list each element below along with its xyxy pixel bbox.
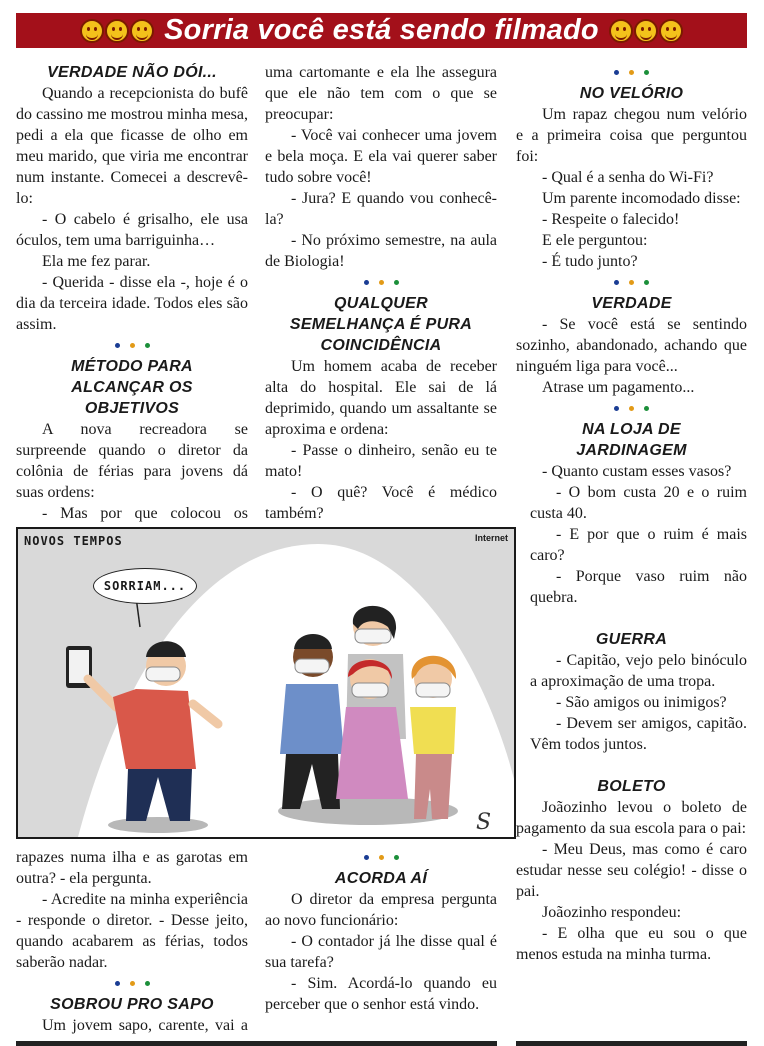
article-paragraph: - Quanto custam esses vasos?: [542, 463, 732, 480]
smiley-face-icon: [659, 19, 683, 43]
article-title: NO VELÓRIO: [579, 85, 684, 102]
cartoon-source: Internet: [474, 533, 508, 543]
article-paragraph: - São amigos ou inimigos?: [556, 694, 727, 711]
article-paragraph: - Se você está se sentindo sozinho, abandonado, achando que ninguém liga para você...: [516, 316, 747, 375]
column-2-bottom: [265, 847, 497, 1015]
article-paragraph: - Meu Deus, mas como é caro estudar nesse seu colégio! - disse o pai.: [516, 841, 747, 900]
smiley-face-icon: [105, 19, 129, 43]
smiley-face-icon: [80, 19, 104, 43]
article-paragraph: - Querida - disse ela -, hoje é o dia da terceira idade. Todos eles são assim.: [16, 274, 248, 333]
article-paragraph: E ele perguntou:: [542, 232, 648, 249]
article-paragraph: - O bom custa 20 e o ruim custa 40.: [530, 484, 747, 522]
smiley-group-right: [609, 19, 683, 43]
bottom-rule-left: [16, 1041, 497, 1046]
article-paragraph: - É tudo junto?: [542, 253, 638, 270]
speech-bubble: SORRIAM...: [93, 568, 197, 604]
article-paragraph: - Respeite o falecido!: [542, 211, 680, 228]
cartoon-panel: [16, 527, 516, 839]
article-paragraph: rapazes numa ilha e as garotas em outra? - ela pergunta.: [16, 849, 248, 887]
article-paragraph: O diretor da empresa pergunta ao novo funcionário:: [265, 891, 497, 929]
column-3: [516, 62, 747, 965]
column-1-top: [16, 62, 248, 524]
article-paragraph: Joãozinho respondeu:: [542, 904, 682, 921]
article-paragraph: Um homem acaba de receber alta do hospital. Ele sai de lá deprimido, quando um assaltante se aproxima e ordena:: [265, 358, 497, 438]
article-paragraph: - No próximo semestre, na aula de Biologia!: [265, 232, 497, 270]
article-paragraph: - O cabelo é grisalho, ele usa óculos, tem uma barriguinha…: [16, 211, 248, 249]
article-title: SOBROU PRO SAPO: [50, 996, 214, 1013]
separator-dots: [16, 335, 248, 356]
article-title: VERDADE: [591, 295, 672, 312]
article-paragraph: - Você vai conhecer uma jovem e bela moça. E ela vai querer saber tudo sobre você!: [265, 127, 497, 186]
article-paragraph: Um parente incomodado disse:: [542, 190, 741, 207]
cartoon-illustration: [18, 529, 514, 837]
article-paragraph: - Jura? E quando vou conhecê-la?: [265, 190, 497, 228]
separator-dots: [516, 272, 747, 293]
article-paragraph: - Mas por que colocou os: [42, 505, 248, 522]
smiley-face-icon: [634, 19, 658, 43]
article-paragraph: - O contador já lhe disse qual é sua tarefa?: [265, 933, 497, 971]
article-title: MÉTODO PARA ALCANÇAR OS OBJETIVOS: [71, 358, 193, 417]
bottom-rule-right: [516, 1041, 747, 1046]
cartoon-signature: S: [476, 810, 492, 835]
cartoon-title: NOVOS TEMPOS: [24, 534, 123, 548]
article-paragraph: A nova recreadora se surpreende quando o diretor da colônia de férias para jovens dá suas ordens:: [16, 421, 248, 501]
article-paragraph: Um rapaz chegou num velório e a primeira coisa que perguntou foi:: [516, 106, 747, 165]
article-paragraph: - Porque vaso ruim não quebra.: [530, 568, 747, 606]
smiley-face-icon: [130, 19, 154, 43]
separator-dots: [265, 847, 497, 868]
article-title: BOLETO: [597, 778, 666, 795]
article-paragraph: - Devem ser amigos, capitão. Vêm todos juntos.: [530, 715, 747, 753]
article-title: QUALQUER SEMELHANÇA É PURA COINCIDÊNCIA: [289, 295, 473, 354]
article-paragraph: Ela me fez parar.: [42, 253, 151, 270]
article-title: ACORDA AÍ: [334, 870, 428, 887]
article-paragraph: - Acredite na minha experiência - responde o diretor. - Desse jeito, quando acabarem as férias, todos saberão nadar.: [16, 891, 248, 971]
article-paragraph: - Sim. Acordá-lo quando eu perceber que o senhor está vindo.: [265, 975, 497, 1013]
article-title: GUERRA: [595, 631, 668, 648]
article-paragraph: - Qual é a senha do Wi-Fi?: [542, 169, 714, 186]
article-title: NA LOJA DE JARDINAGEM: [576, 421, 687, 459]
article-title: VERDADE NÃO DÓI...: [47, 64, 217, 81]
article-paragraph: - O quê? Você é médico também?: [265, 484, 497, 522]
page-title: Sorria você está sendo filmado: [164, 14, 599, 46]
article-paragraph: uma cartomante e ela lhe assegura que ele não tem com o que se preocupar:: [265, 64, 497, 123]
article-paragraph: Joãozinho levou o boleto de pagamento da sua escola para o pai:: [516, 799, 747, 837]
article-paragraph: - Passe o dinheiro, senão eu te mato!: [265, 442, 497, 480]
separator-dots: [516, 62, 747, 83]
article-paragraph: - Capitão, vejo pelo binóculo a aproximação de uma tropa.: [530, 652, 747, 690]
column-1-bottom: [16, 847, 248, 1036]
separator-dots: [265, 272, 497, 293]
separator-dots: [16, 973, 248, 994]
separator-dots: [516, 398, 747, 419]
article-paragraph: - E olha que eu sou o que menos estuda na minha turma.: [516, 925, 747, 963]
smiley-face-icon: [609, 19, 633, 43]
article-paragraph: Um jovem sapo, carente, vai a: [42, 1017, 248, 1034]
header-banner: [16, 13, 747, 48]
article-paragraph: - E por que o ruim é mais caro?: [530, 526, 747, 564]
smiley-group-left: [80, 19, 154, 43]
article-paragraph: Atrase um pagamento...: [542, 379, 695, 396]
article-paragraph: Quando a recepcionista do bufê do cassino me mostrou minha mesa, pedi a ela que ficasse de olho em meu marido, que viria me encontrar num instante. Comecei a descrevê-lo:: [16, 85, 248, 207]
column-2-top: [265, 62, 497, 524]
